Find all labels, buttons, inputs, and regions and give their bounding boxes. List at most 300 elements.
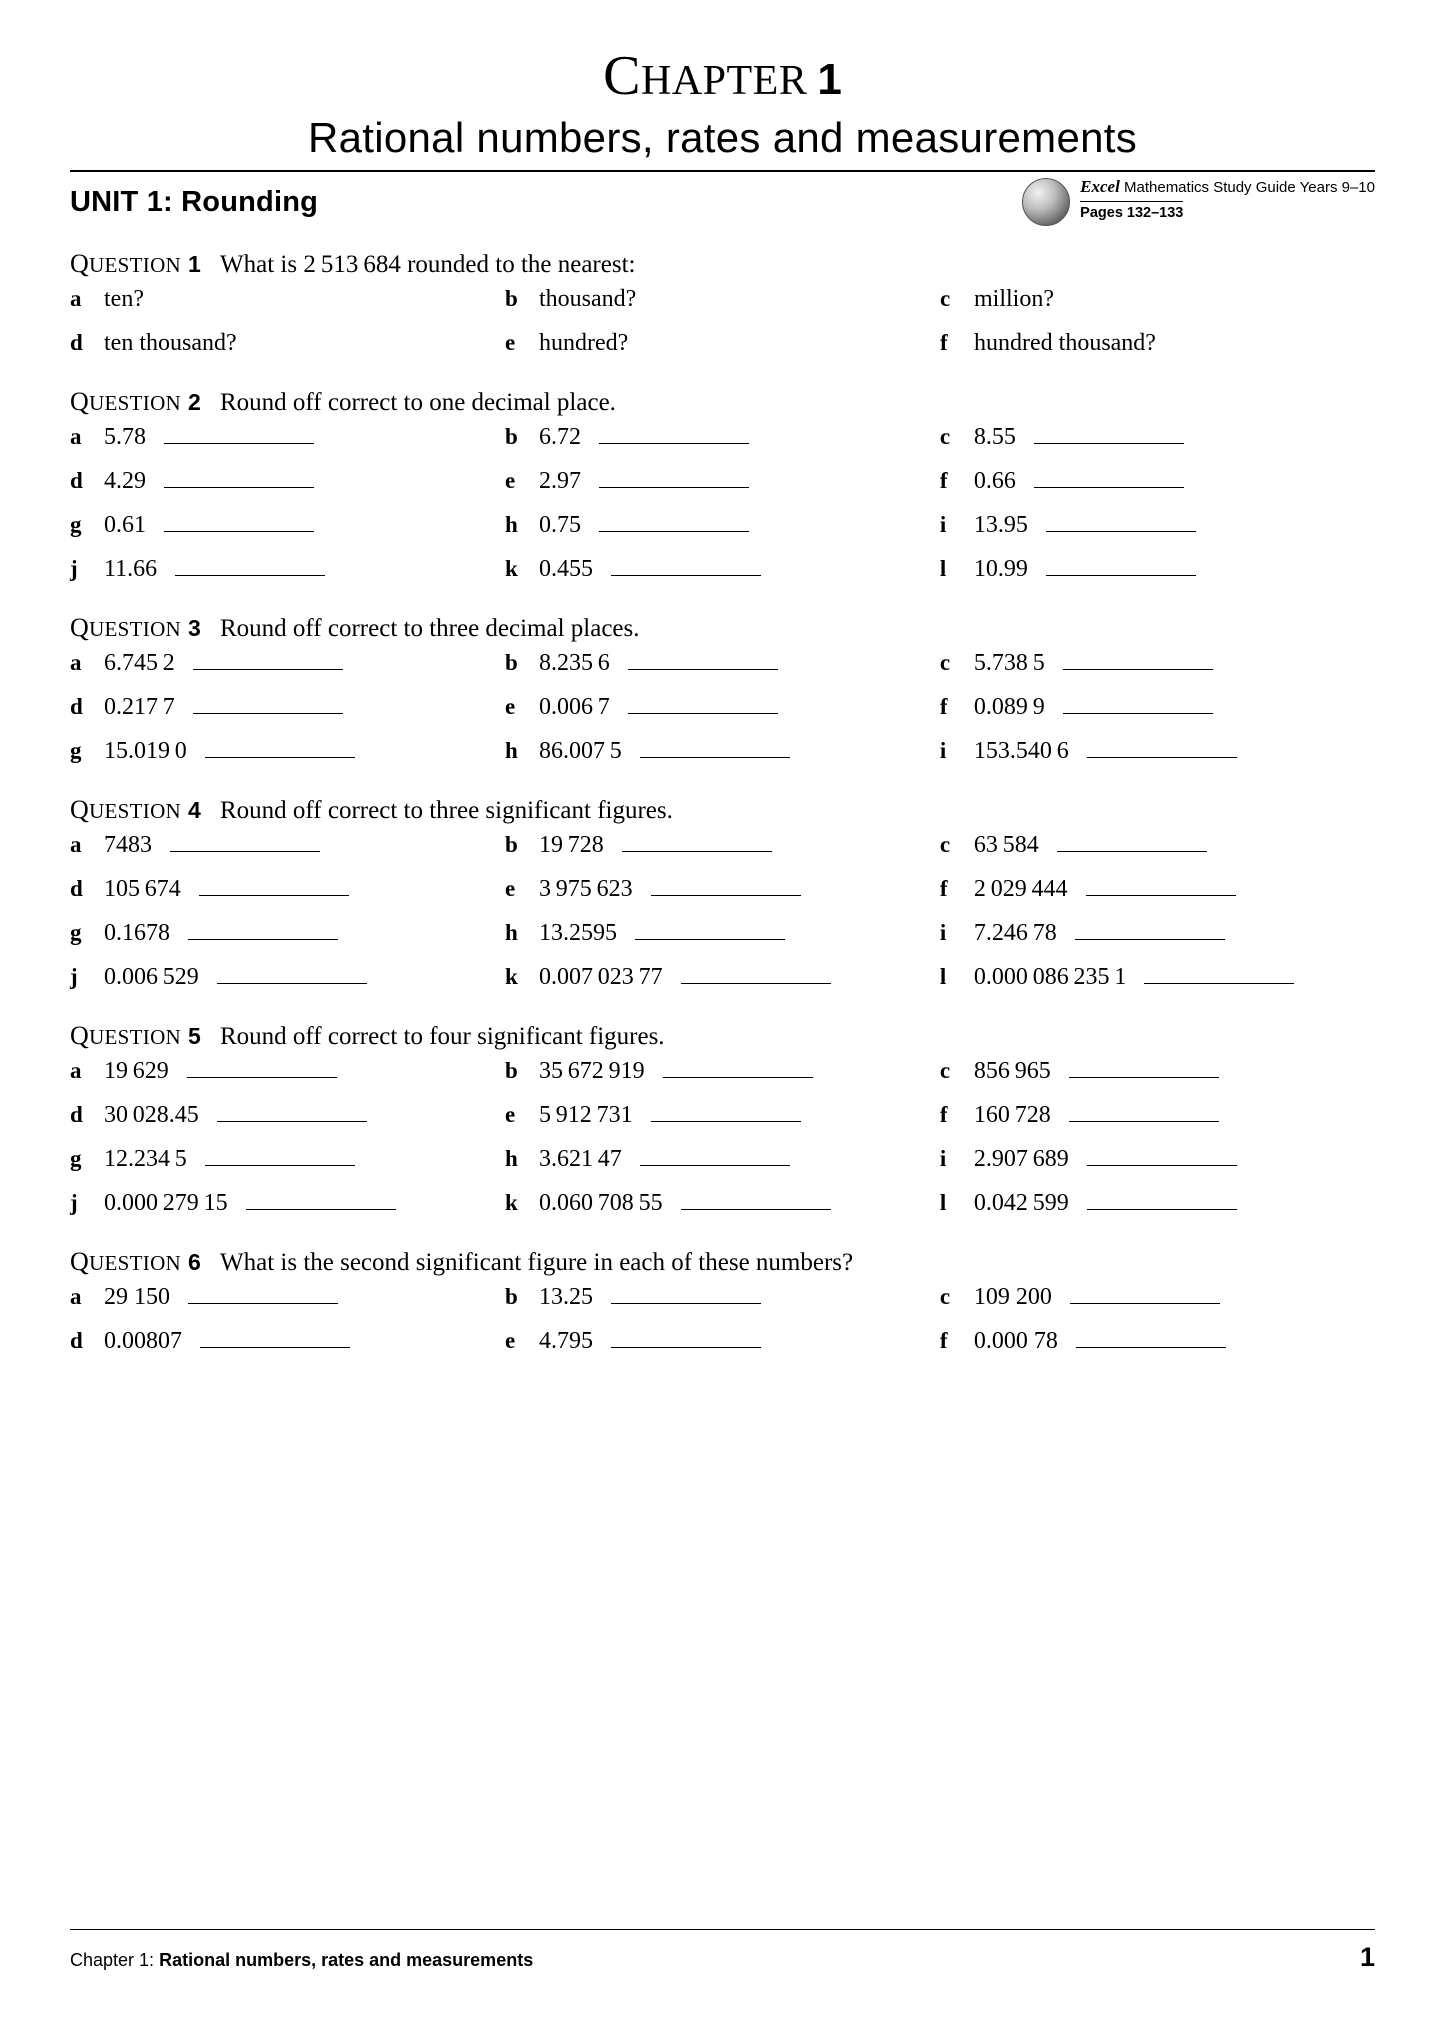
question-prompt: Round off correct to three significant figures. (220, 797, 673, 824)
question-item (940, 467, 1375, 495)
question-label-rest: UESTION (89, 617, 182, 641)
answer-blank[interactable] (164, 511, 314, 532)
item-value: 3 975 623 (538, 876, 633, 902)
question-item (70, 1283, 505, 1311)
question-item-row (70, 1101, 1375, 1129)
question-block (70, 613, 1375, 765)
item-letter: d (70, 330, 83, 355)
answer-blank[interactable] (663, 1057, 813, 1078)
item-value: hundred thousand? (974, 330, 1156, 356)
item-letter: k (504, 964, 518, 989)
item-letter: j (70, 556, 78, 581)
answer-blank[interactable] (164, 423, 314, 444)
question-item (505, 423, 940, 451)
item-letter: b (504, 650, 518, 675)
item-letter: e (504, 468, 516, 493)
question-item-row (70, 919, 1375, 947)
question-item (940, 963, 1375, 991)
item-letter: f (939, 694, 948, 719)
page-title: Rational numbers, rates and measurements (307, 114, 1138, 161)
item-letter: k (504, 556, 518, 581)
item-value: 856 965 (973, 1058, 1051, 1084)
item-letter: e (504, 694, 516, 719)
footer-title: Rational numbers, rates and measurements (159, 1950, 534, 1970)
question-items (70, 649, 1375, 765)
question-block (70, 1021, 1375, 1217)
item-value: 3.621 47 (538, 1146, 622, 1172)
question-item-row (70, 1145, 1375, 1173)
question-item (505, 831, 940, 859)
question-prompt: Round off correct to one decimal place. (220, 389, 616, 416)
question-number: 2 (188, 389, 202, 415)
question-item (505, 737, 940, 765)
item-value: ten? (104, 286, 144, 312)
answer-blank[interactable] (635, 919, 785, 940)
answer-blank[interactable] (188, 1283, 338, 1304)
answer-blank[interactable] (640, 737, 790, 758)
item-value: 0.000 086 235 1 (973, 964, 1127, 990)
item-letter: g (70, 512, 82, 537)
question-header (70, 795, 1375, 825)
item-value: 8.235 6 (538, 650, 610, 676)
chapter-word (603, 45, 808, 107)
answer-blank[interactable] (681, 1189, 831, 1210)
item-value: 13.2595 (538, 920, 617, 946)
question-number: 3 (188, 615, 202, 641)
question-item-row (70, 1327, 1375, 1355)
question-number: 6 (188, 1249, 202, 1275)
item-value: 0.042 599 (973, 1190, 1069, 1216)
item-value: 5.738 5 (973, 650, 1045, 676)
question-item (70, 693, 505, 721)
answer-blank[interactable] (651, 1101, 801, 1122)
item-value: 0.060 708 55 (538, 1190, 663, 1216)
question-label (70, 249, 220, 279)
question-item (70, 875, 505, 903)
question-label-rest: UESTION (89, 391, 182, 415)
item-letter: d (70, 1328, 83, 1353)
question-item (940, 555, 1375, 583)
item-letter: a (70, 424, 82, 449)
question-item (505, 649, 940, 677)
item-letter: h (504, 920, 518, 945)
question-item (70, 737, 505, 765)
answer-blank[interactable] (1046, 511, 1196, 532)
answer-blank[interactable] (1069, 1057, 1219, 1078)
question-label (70, 387, 220, 417)
question-item-row (70, 329, 1375, 357)
question-label-capital: Q (70, 1021, 90, 1050)
question-item (940, 649, 1375, 677)
question-label-rest: UESTION (89, 1251, 182, 1275)
badge-text (1080, 176, 1375, 224)
question-item (70, 1057, 505, 1085)
question-item-row (70, 693, 1375, 721)
item-letter: l (939, 964, 947, 989)
answer-blank[interactable] (611, 1327, 761, 1348)
question-item (70, 555, 505, 583)
question-header (70, 1247, 1375, 1277)
item-value: 0.1678 (104, 920, 170, 946)
item-value: million? (974, 286, 1054, 312)
question-item (940, 1283, 1375, 1311)
question-number: 1 (188, 251, 202, 277)
answer-blank[interactable] (170, 831, 320, 852)
item-value: 5 912 731 (538, 1102, 633, 1128)
item-letter: h (504, 512, 518, 537)
question-item-row (70, 1189, 1375, 1217)
item-letter: b (504, 1058, 518, 1083)
item-letter: b (504, 424, 518, 449)
answer-blank[interactable] (1075, 919, 1225, 940)
question-label (70, 1021, 220, 1051)
question-item-row (70, 511, 1375, 539)
question-item (70, 831, 505, 859)
item-letter: c (939, 1284, 951, 1309)
answer-blank[interactable] (1063, 693, 1213, 714)
answer-blank[interactable] (1144, 963, 1294, 984)
item-value: 160 728 (973, 1102, 1051, 1128)
answer-blank[interactable] (622, 831, 772, 852)
questions-container (70, 249, 1375, 1355)
item-value: 19 728 (538, 832, 604, 858)
item-value: 0.000 78 (973, 1328, 1058, 1354)
item-letter: f (940, 330, 948, 355)
item-value: 2.97 (538, 468, 581, 494)
question-item (940, 423, 1375, 451)
item-letter: a (70, 650, 82, 675)
question-item (505, 1101, 940, 1129)
question-item (940, 1145, 1375, 1173)
question-item-row (70, 1283, 1375, 1311)
item-value: 15.019 0 (104, 738, 187, 764)
answer-blank[interactable] (175, 555, 325, 576)
item-letter: k (504, 1190, 518, 1215)
answer-blank[interactable] (1063, 649, 1213, 670)
answer-blank[interactable] (164, 467, 314, 488)
item-letter: i (939, 738, 947, 763)
item-letter: f (939, 876, 948, 901)
question-items (70, 1057, 1375, 1217)
question-block (70, 387, 1375, 583)
question-item (505, 329, 940, 357)
answer-blank[interactable] (1057, 831, 1207, 852)
worksheet-page (0, 45, 1445, 2031)
answer-blank[interactable] (1076, 1327, 1226, 1348)
question-label-capital: Q (70, 613, 90, 642)
question-items (70, 831, 1375, 991)
answer-blank[interactable] (1070, 1283, 1220, 1304)
question-item (505, 1189, 940, 1217)
answer-blank[interactable] (193, 649, 343, 670)
item-letter: d (70, 694, 83, 719)
question-label (70, 613, 220, 643)
question-block (70, 1247, 1375, 1355)
item-value: 0.000 279 15 (104, 1190, 228, 1216)
question-number: 5 (188, 1023, 202, 1049)
item-value: 86.007 5 (538, 738, 622, 764)
item-value: 0.007 023 77 (538, 964, 663, 990)
item-letter: a (70, 832, 82, 857)
question-item (940, 1101, 1375, 1129)
item-value: 109 200 (973, 1284, 1052, 1310)
item-value: 11.66 (104, 556, 158, 582)
question-label-capital: Q (70, 249, 90, 278)
item-letter: e (505, 330, 516, 355)
answer-blank[interactable] (640, 1145, 790, 1166)
question-item (505, 511, 940, 539)
item-value: 63 584 (973, 832, 1039, 858)
answer-blank[interactable] (1086, 875, 1236, 896)
item-letter: a (70, 286, 82, 311)
answer-blank[interactable] (611, 1283, 761, 1304)
question-item (940, 511, 1375, 539)
item-value: 7483 (104, 832, 152, 858)
answer-blank[interactable] (187, 1057, 337, 1078)
question-label-rest: UESTION (89, 253, 182, 277)
question-item (70, 919, 505, 947)
item-letter: a (70, 1058, 82, 1083)
question-prompt: What is 2 513 684 rounded to the nearest: (220, 251, 636, 278)
answer-blank[interactable] (188, 919, 338, 940)
footer-caption (70, 1950, 533, 1971)
item-letter: c (939, 650, 951, 675)
question-item (940, 1057, 1375, 1085)
item-value: 7.246 78 (973, 920, 1057, 946)
question-item (70, 511, 505, 539)
question-item (70, 423, 505, 451)
question-item-row (70, 963, 1375, 991)
item-value: 13.95 (973, 512, 1028, 538)
question-item (940, 693, 1375, 721)
question-item (505, 693, 940, 721)
item-value: 0.217 7 (104, 694, 175, 720)
item-letter: b (504, 1284, 518, 1309)
answer-blank[interactable] (1069, 1101, 1219, 1122)
question-item (70, 1327, 505, 1355)
question-item-row (70, 1057, 1375, 1085)
item-letter: g (70, 738, 82, 763)
question-header (70, 1021, 1375, 1051)
question-item (940, 831, 1375, 859)
item-value: 35 672 919 (538, 1058, 645, 1084)
answer-blank[interactable] (651, 875, 801, 896)
answer-blank[interactable] (1034, 467, 1184, 488)
answer-blank[interactable] (599, 467, 749, 488)
page-footer (70, 1929, 1375, 1973)
question-item-row (70, 875, 1375, 903)
question-item-row (70, 285, 1375, 313)
badge-series: Mathematics Study Guide Years 9–10 (1124, 179, 1375, 196)
item-value: 0.006 7 (538, 694, 610, 720)
item-value: 4.29 (104, 468, 146, 494)
item-value: 2 029 444 (973, 876, 1068, 902)
chapter-word-capital: C (603, 45, 641, 107)
item-value: 0.006 529 (104, 964, 199, 990)
item-value: 0.455 (538, 556, 593, 582)
answer-blank[interactable] (199, 875, 349, 896)
question-item-row (70, 423, 1375, 451)
chapter-word-rest: HAPTER (641, 58, 808, 104)
item-letter: b (504, 832, 518, 857)
header-divider (70, 170, 1375, 172)
item-letter: j (70, 964, 78, 989)
item-letter: c (940, 286, 951, 311)
question-item-row (70, 737, 1375, 765)
item-value: 30 028.45 (104, 1102, 199, 1128)
item-value: thousand? (539, 286, 637, 312)
question-prompt: Round off correct to four significant figures. (220, 1023, 665, 1050)
answer-blank[interactable] (1087, 1145, 1237, 1166)
answer-blank[interactable] (1034, 423, 1184, 444)
item-letter: f (939, 1328, 948, 1353)
question-item (70, 1101, 505, 1129)
answer-blank[interactable] (217, 963, 367, 984)
badge-brand: Excel (1080, 177, 1120, 196)
item-value: 6.745 2 (104, 650, 175, 676)
item-letter: e (504, 1102, 516, 1127)
question-item (940, 1189, 1375, 1217)
unit-title: UNIT 1: Rounding (70, 186, 319, 218)
item-letter: f (939, 1102, 948, 1127)
question-label (70, 795, 220, 825)
answer-blank[interactable] (599, 511, 749, 532)
answer-blank[interactable] (200, 1327, 350, 1348)
item-value: 4.795 (538, 1328, 593, 1354)
question-item (505, 919, 940, 947)
item-letter: d (70, 468, 83, 493)
badge-pages: Pages 132–133 (1080, 201, 1183, 224)
question-block (70, 795, 1375, 991)
item-letter: c (939, 1058, 951, 1083)
item-letter: l (939, 556, 947, 581)
item-value: 10.99 (973, 556, 1028, 582)
item-value: 0.089 9 (973, 694, 1045, 720)
answer-blank[interactable] (1046, 555, 1196, 576)
item-letter: c (939, 832, 951, 857)
question-label-rest: UESTION (89, 799, 182, 823)
footer-prefix: Chapter 1: (70, 1950, 155, 1970)
item-value: 19 629 (104, 1058, 169, 1084)
question-item-row (70, 555, 1375, 583)
answer-blank[interactable] (1087, 737, 1237, 758)
sphere-bullet-icon (1022, 178, 1070, 226)
item-value: 0.75 (538, 512, 581, 538)
question-item-row (70, 467, 1375, 495)
item-letter: e (504, 876, 516, 901)
question-item (505, 1057, 940, 1085)
question-item (70, 963, 505, 991)
question-item (505, 1327, 940, 1355)
item-value: 0.66 (973, 468, 1016, 494)
answer-blank[interactable] (193, 693, 343, 714)
question-header (70, 249, 1375, 279)
item-value: 0.61 (104, 512, 146, 538)
question-item-row (70, 649, 1375, 677)
question-item (70, 329, 505, 357)
item-letter: g (70, 920, 82, 945)
question-item (940, 329, 1375, 357)
question-item (940, 285, 1375, 313)
chapter-heading (70, 45, 1375, 107)
answer-blank[interactable] (217, 1101, 367, 1122)
item-value: 153.540 6 (973, 738, 1069, 764)
chapter-number: 1 (817, 55, 842, 104)
answer-blank[interactable] (1087, 1189, 1237, 1210)
question-items (70, 285, 1375, 357)
question-item (505, 875, 940, 903)
item-letter: l (939, 1190, 947, 1215)
answer-blank[interactable] (628, 649, 778, 670)
item-letter: d (70, 1102, 83, 1127)
question-item (70, 467, 505, 495)
question-item (505, 467, 940, 495)
item-value: 8.55 (973, 424, 1016, 450)
answer-blank[interactable] (628, 693, 778, 714)
item-value: 0.00807 (104, 1328, 182, 1354)
answer-blank[interactable] (611, 555, 761, 576)
question-item (940, 919, 1375, 947)
item-letter: i (939, 1146, 947, 1171)
question-header (70, 387, 1375, 417)
question-item (940, 1327, 1375, 1355)
item-letter: a (70, 1284, 82, 1309)
answer-blank[interactable] (205, 1145, 355, 1166)
item-value: 5.78 (104, 424, 146, 450)
item-letter: b (505, 286, 518, 311)
item-value: 2.907 689 (973, 1146, 1069, 1172)
question-item (505, 1145, 940, 1173)
item-letter: i (939, 920, 947, 945)
question-items (70, 1283, 1375, 1355)
question-label-rest: UESTION (89, 1025, 182, 1049)
question-label-capital: Q (70, 387, 90, 416)
question-item (70, 285, 505, 313)
item-letter: d (70, 876, 83, 901)
item-value: 12.234 5 (104, 1146, 187, 1172)
item-value: 6.72 (538, 424, 581, 450)
item-value: hundred? (539, 330, 629, 356)
answer-blank[interactable] (205, 737, 355, 758)
question-prompt: What is the second significant figure in each of these numbers? (220, 1249, 854, 1276)
item-value: 13.25 (538, 1284, 593, 1310)
item-letter: c (939, 424, 951, 449)
question-item (70, 1189, 505, 1217)
question-item (505, 1283, 940, 1311)
study-guide-badge (1022, 176, 1375, 226)
question-block (70, 249, 1375, 357)
item-value: 29 150 (104, 1284, 170, 1310)
answer-blank[interactable] (681, 963, 831, 984)
item-letter: h (504, 738, 518, 763)
question-item (940, 737, 1375, 765)
question-item (940, 875, 1375, 903)
item-letter: f (939, 468, 948, 493)
question-label (70, 1247, 220, 1277)
question-item (505, 285, 940, 313)
question-item (505, 555, 940, 583)
answer-blank[interactable] (246, 1189, 396, 1210)
item-letter: i (939, 512, 947, 537)
item-letter: e (504, 1328, 516, 1353)
item-letter: j (70, 1190, 78, 1215)
question-number: 4 (188, 797, 202, 823)
question-item-row (70, 831, 1375, 859)
question-items (70, 423, 1375, 583)
footer-divider (70, 1929, 1375, 1930)
item-letter: h (504, 1146, 518, 1171)
answer-blank[interactable] (599, 423, 749, 444)
